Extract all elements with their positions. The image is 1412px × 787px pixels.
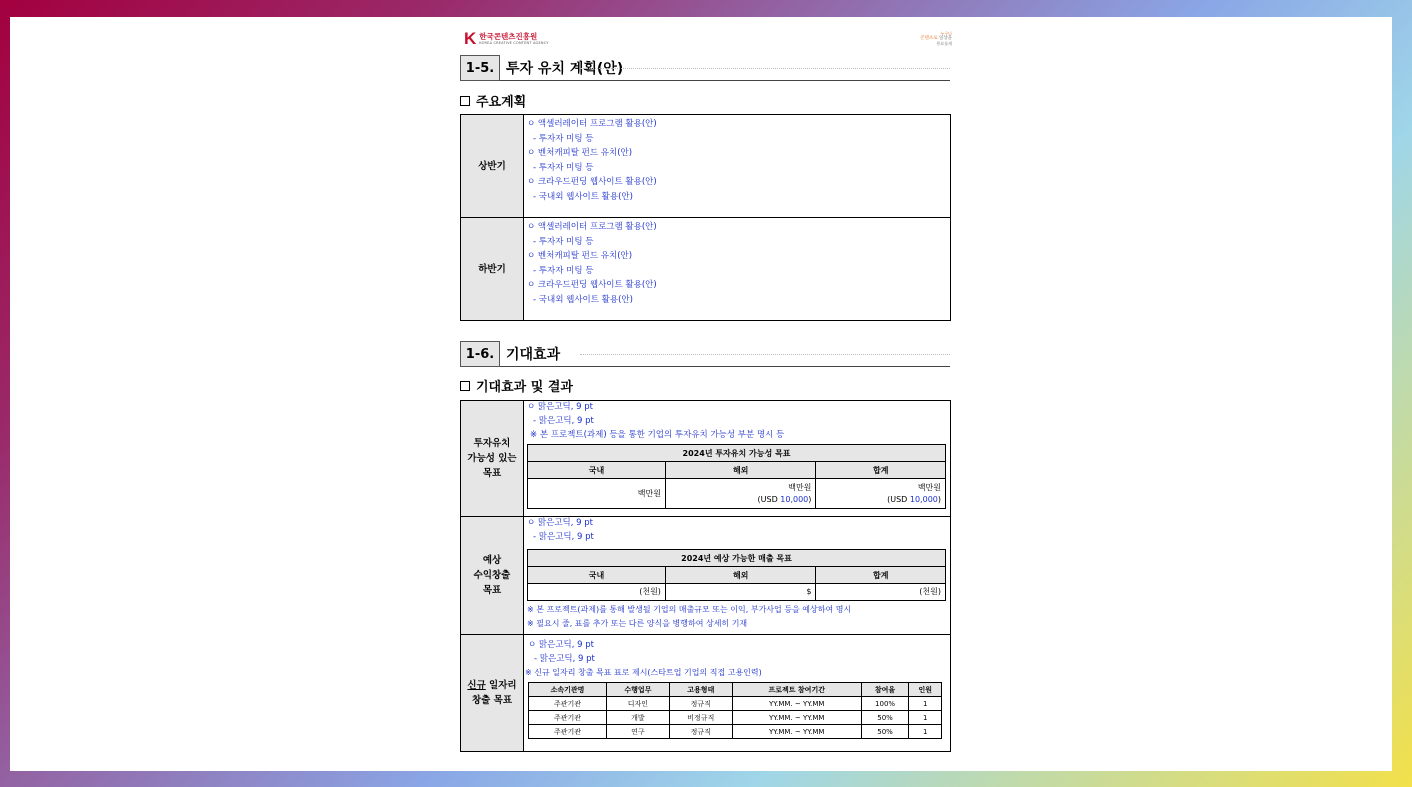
label-line: 투자유치	[473, 438, 511, 449]
checkbox-square-icon	[460, 96, 470, 106]
plan-line: ㅇ 크라우드펀딩 웹사이트 활용(안)	[527, 280, 657, 290]
plan-line: ㅇ 벤처캐피탈 펀드 유치(안)	[527, 148, 633, 158]
usd-suffix: )	[808, 494, 812, 504]
unit-text: 백만원	[788, 482, 812, 492]
row-label-investment-goal	[461, 401, 524, 517]
revenue-target-table	[527, 549, 946, 601]
subheading-effects-results	[460, 376, 573, 395]
plan-line: ㅇ 액셀러레이터 프로그램 활용(안)	[527, 119, 657, 129]
section-heading-invest-plan	[460, 55, 950, 81]
slogan-line3: 풍요롭게	[936, 41, 952, 46]
content-note: ※ 신규 일자리 창출 목표 표로 제시(스타트업 기업의 직접 고용인력)	[525, 668, 762, 677]
content-line: ㅇ 맑은고딕, 9 pt	[528, 640, 594, 650]
total-value: (천원)	[816, 584, 946, 601]
domestic-value	[528, 479, 666, 509]
cell: 주관기관	[529, 711, 607, 725]
col-total: 합계	[816, 462, 946, 479]
content-note: ※ 본 프로젝트(과제) 등을 통한 기업의 투자유치 가능성 부분 명시 등	[530, 430, 785, 440]
inner-table-title: 2024년 투자유치 가능성 목표	[528, 445, 946, 462]
document-page	[450, 17, 960, 771]
cell: YY.MM. ~ YY.MM	[732, 725, 861, 739]
col-domestic: 국내	[528, 567, 666, 584]
domestic-value: (천원)	[528, 584, 666, 601]
label-line: 예상	[482, 555, 502, 566]
plan-line: - 국내외 웹사이트 활용(안)	[533, 191, 633, 202]
inner-table-title: 2024년 예상 가능한 매출 목표	[528, 550, 946, 567]
label-line: 목표	[482, 585, 502, 596]
plan-line: - 투자자 미팅 등	[533, 133, 594, 144]
label-line: 수익창출	[473, 570, 511, 581]
slogan-line2b: 일상을	[938, 36, 952, 41]
jobs-header: 소속기관명	[529, 683, 607, 697]
page-canvas	[10, 17, 1392, 771]
cell: 100%	[861, 697, 909, 711]
cell: YY.MM. ~ YY.MM	[732, 711, 861, 725]
cell: 정규직	[669, 697, 732, 711]
investment-content	[524, 401, 951, 517]
section-number: 1-5.	[460, 55, 500, 81]
usd-prefix: (USD	[887, 494, 910, 504]
col-overseas: 해외	[665, 462, 815, 479]
cell: 디자인	[607, 697, 670, 711]
table-row	[529, 725, 942, 739]
slogan-logo	[920, 31, 952, 46]
logo-mark: K	[464, 29, 477, 48]
row-label-first-half: 상반기	[461, 115, 524, 218]
usd-prefix: (USD	[757, 494, 781, 504]
cell: 주관기관	[529, 697, 607, 711]
subheading-text: 주요계획	[476, 95, 527, 110]
cell: 개발	[607, 711, 670, 725]
plan-line: ㅇ 크라우드펀딩 웹사이트 활용(안)	[527, 177, 657, 187]
investment-target-table	[527, 444, 946, 509]
row-label-second-half: 하반기	[461, 218, 524, 321]
plan-line: ㅇ 액셀러레이터 프로그램 활용(안)	[527, 222, 657, 232]
logo-english: KOREA CREATIVE CONTENT AGENCY	[479, 40, 549, 45]
total-value	[816, 479, 946, 509]
table-row	[529, 697, 942, 711]
jobs-header: 프로젝트 참여기간	[732, 683, 861, 697]
col-domestic: 국내	[528, 462, 666, 479]
cell: 50%	[861, 711, 909, 725]
jobs-content	[524, 635, 951, 752]
kocca-logo	[464, 29, 549, 48]
jobs-header: 수행업무	[607, 683, 670, 697]
col-total: 합계	[816, 567, 946, 584]
row-label-jobs-goal	[461, 635, 524, 752]
cell: 1	[909, 725, 942, 739]
jobs-table	[528, 682, 942, 739]
slogan-line2a: 콘텐츠로	[920, 36, 938, 41]
plan-line: - 투자자 미팅 등	[533, 162, 594, 173]
section-number: 1-6.	[460, 341, 500, 367]
cell: YY.MM. ~ YY.MM	[732, 697, 861, 711]
unit-text: 백만원	[637, 488, 661, 498]
jobs-header: 참여율	[861, 683, 909, 697]
cell: 주관기관	[529, 725, 607, 739]
plan-line: ㅇ 벤처캐피탈 펀드 유치(안)	[527, 251, 633, 261]
label-line: 창출 목표	[471, 695, 512, 706]
overseas-value	[665, 479, 815, 509]
label-underlined: 신규	[467, 680, 486, 691]
cell: 1	[909, 711, 942, 725]
usd-suffix: )	[937, 494, 941, 504]
section-title: 투자 유치 계획(안)	[506, 61, 624, 77]
table-row	[529, 711, 942, 725]
subheading-text: 기대효과 및 결과	[476, 380, 573, 395]
cell: 정규직	[669, 725, 732, 739]
content-line: - 맑은고딕, 9 pt	[533, 416, 594, 426]
col-overseas: 해외	[665, 567, 815, 584]
section-heading-expected-effects	[460, 341, 950, 367]
cell: 연구	[607, 725, 670, 739]
jobs-header: 고용형태	[669, 683, 732, 697]
plan-line: - 투자자 미팅 등	[533, 265, 594, 276]
usd-amount: 10,000	[780, 494, 809, 504]
checkbox-square-icon	[460, 381, 470, 391]
jobs-header: 인원	[909, 683, 942, 697]
content-note: ※ 필요시 줄, 표를 추가 또는 다른 양식을 병행하여 상세히 기재	[527, 619, 748, 628]
label-line: 일자리	[485, 680, 517, 691]
cell: 비정규직	[669, 711, 732, 725]
content-line: - 맑은고딕, 9 pt	[533, 532, 594, 542]
unit-text: 백만원	[917, 482, 941, 492]
cell: 1	[909, 697, 942, 711]
section-title: 기대효과	[506, 347, 561, 363]
overseas-value: $	[665, 584, 815, 601]
revenue-content	[524, 517, 951, 635]
label-line: 목표	[482, 468, 502, 479]
label-line: 가능성 있는	[467, 453, 517, 464]
content-line: ㅇ 맑은고딕, 9 pt	[527, 402, 593, 412]
subheading-main-plan	[460, 91, 526, 110]
cell: 50%	[861, 725, 909, 739]
second-half-content	[524, 218, 951, 321]
logo-korean: 한국콘텐츠진흥원	[479, 31, 538, 41]
effects-table	[460, 400, 951, 752]
plan-table	[460, 114, 951, 321]
first-half-content	[524, 115, 951, 218]
plan-line: - 국내외 웹사이트 활용(안)	[533, 294, 633, 305]
content-note: ※ 본 프로젝트(과제)를 통해 발생될 기업의 매출규모 또는 이익, 부가사업 등을 예상하여 명시	[527, 605, 852, 614]
content-line: - 맑은고딕, 9 pt	[534, 654, 595, 664]
usd-amount: 10,000	[909, 494, 938, 504]
content-line: ㅇ 맑은고딕, 9 pt	[527, 518, 593, 528]
row-label-revenue-goal	[461, 517, 524, 635]
plan-line: - 투자자 미팅 등	[533, 236, 594, 247]
slogan-line1: 누구나	[940, 31, 952, 36]
